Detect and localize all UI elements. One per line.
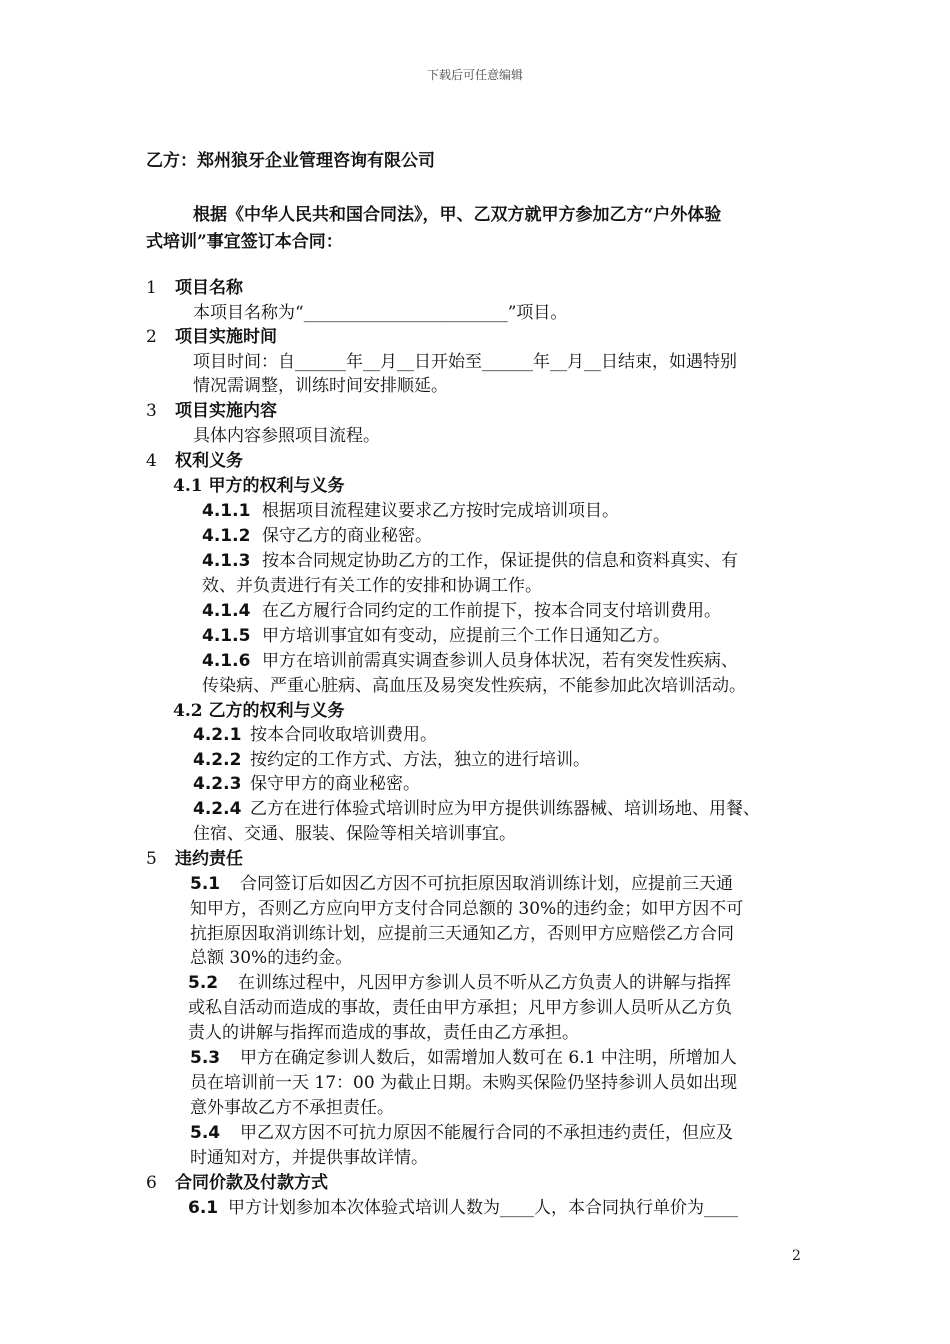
item-4-1-3-number: 4.1.3 [202,551,251,571]
clause-5-1-line-3: 抗拒原因取消训练计划，应提前三天通知乙方，否则甲方应赔偿乙方合同 [190,924,734,944]
item-4-1-3-text: 按本合同规定协助乙方的工作，保证提供的信息和资料真实、有 [262,551,738,571]
section-3-body: 具体内容参照项目流程。 [193,426,380,446]
section-5-number: 5 [146,849,157,869]
section-3-title: 项目实施内容 [175,401,277,421]
page-number: 2 [792,1248,801,1264]
section-6-title: 合同价款及付款方式 [175,1173,328,1193]
clause-5-2-number: 5.2 [188,973,219,993]
section-3-number: 3 [146,401,157,421]
item-4-1-5-number: 4.1.5 [202,626,251,646]
item-4-1-4-text: 在乙方履行合同约定的工作前提下，按本合同支付培训费用。 [262,601,721,621]
section-6-number: 6 [146,1173,157,1193]
item-4-2-3-text: 保守甲方的商业秘密。 [250,774,420,794]
clause-6-1-line-1: 甲方计划参加本次体验式培训人数为____人，本合同执行单价为____ [228,1198,738,1218]
section-2-title: 项目实施时间 [175,327,277,347]
clause-5-4-line-2: 时通知对方，并提供事故详情。 [190,1148,428,1168]
section-2-body-line-2: 情况需调整，训练时间安排顺延。 [193,376,448,396]
clause-5-2-line-2: 或私自活动而造成的事故，责任由甲方承担；凡甲方参训人员听从乙方负 [188,998,732,1018]
item-4-1-1-number: 4.1.1 [202,501,251,521]
item-4-2-4-continuation: 住宿、交通、服装、保险等相关培训事宜。 [193,824,516,844]
subsection-4-1-title: 4.1 甲方的权利与义务 [173,476,345,496]
item-4-1-6-text: 甲方在培训前需真实调查参训人员身体状况，若有突发性疾病、 [262,651,738,671]
item-4-1-3-continuation: 效、并负责进行有关工作的安排和协调工作。 [202,576,542,596]
clause-5-1-line-2: 知甲方，否则乙方应向甲方支付合同总额的 30%的违约金；如甲方因不可 [190,899,744,919]
clause-5-1-line-4: 总额 30%的违约金。 [190,948,353,968]
section-2-number: 2 [146,327,157,347]
item-4-2-1-text: 按本合同收取培训费用。 [250,725,437,745]
item-4-1-6-continuation: 传染病、严重心脏病、高血压及易突发性疾病，不能参加此次培训活动。 [202,676,746,696]
intro-line-1: 根据《中华人民共和国合同法》，甲、乙双方就甲方参加乙方“户外体验 [193,205,722,225]
item-4-2-2-text: 按约定的工作方式、方法，独立的进行培训。 [250,750,590,770]
item-4-1-4-number: 4.1.4 [202,601,251,621]
item-4-2-4-text: 乙方在进行体验式培训时应为甲方提供训练器械、培训场地、用餐、 [250,799,760,819]
header-note: 下载后可任意编辑 [426,68,523,82]
clause-5-2-line-1: 在训练过程中，凡因甲方参训人员不听从乙方负责人的讲解与指挥 [238,973,731,993]
item-4-2-2-number: 4.2.2 [193,750,242,770]
clause-5-1-line-1: 合同签订后如因乙方因不可抗拒原因取消训练计划，应提前三天通 [240,874,733,894]
clause-6-1-number: 6.1 [188,1198,219,1218]
section-4-number: 4 [146,451,157,471]
item-4-2-3-number: 4.2.3 [193,774,242,794]
item-4-2-1-number: 4.2.1 [193,725,242,745]
section-1-title: 项目名称 [175,278,243,298]
clause-5-2-line-3: 责人的讲解与指挥而造成的事故，责任由乙方承担。 [188,1023,579,1043]
section-1-number: 1 [146,278,157,298]
clause-5-3-line-1: 甲方在确定参训人数后，如需增加人数可在 6.1 中注明，所增加人 [240,1048,737,1068]
clause-5-1-number: 5.1 [190,874,221,894]
clause-5-3-line-2: 员在培训前一天 17：00 为截止日期。未购买保险仍坚持参训人员如出现 [190,1073,738,1093]
item-4-2-4-number: 4.2.4 [193,799,242,819]
section-2-body-line-1: 项目时间：自______年__月__日开始至______年__月__日结束，如遇特别 [193,352,737,372]
clause-5-3-line-3: 意外事故乙方不承担责任。 [190,1098,394,1118]
section-1-body: 本项目名称为“________________________”项目。 [193,303,568,323]
item-4-1-6-number: 4.1.6 [202,651,251,671]
section-5-title: 违约责任 [175,849,243,869]
clause-5-4-line-1: 甲乙双方因不可抗力原因不能履行合同的不承担违约责任，但应及 [240,1123,733,1143]
item-4-1-1-text: 根据项目流程建议要求乙方按时完成培训项目。 [262,501,619,521]
clause-5-4-number: 5.4 [190,1123,221,1143]
intro-line-2: 式培训”事宜签订本合同： [146,232,343,252]
subsection-4-2-title: 4.2 乙方的权利与义务 [173,701,345,721]
section-4-title: 权利义务 [175,451,243,471]
item-4-1-2-text: 保守乙方的商业秘密。 [262,526,432,546]
party-b-line: 乙方：郑州狼牙企业管理咨询有限公司 [146,151,435,171]
item-4-1-5-text: 甲方培训事宜如有变动，应提前三个工作日通知乙方。 [262,626,670,646]
item-4-1-2-number: 4.1.2 [202,526,251,546]
clause-5-3-number: 5.3 [190,1048,221,1068]
